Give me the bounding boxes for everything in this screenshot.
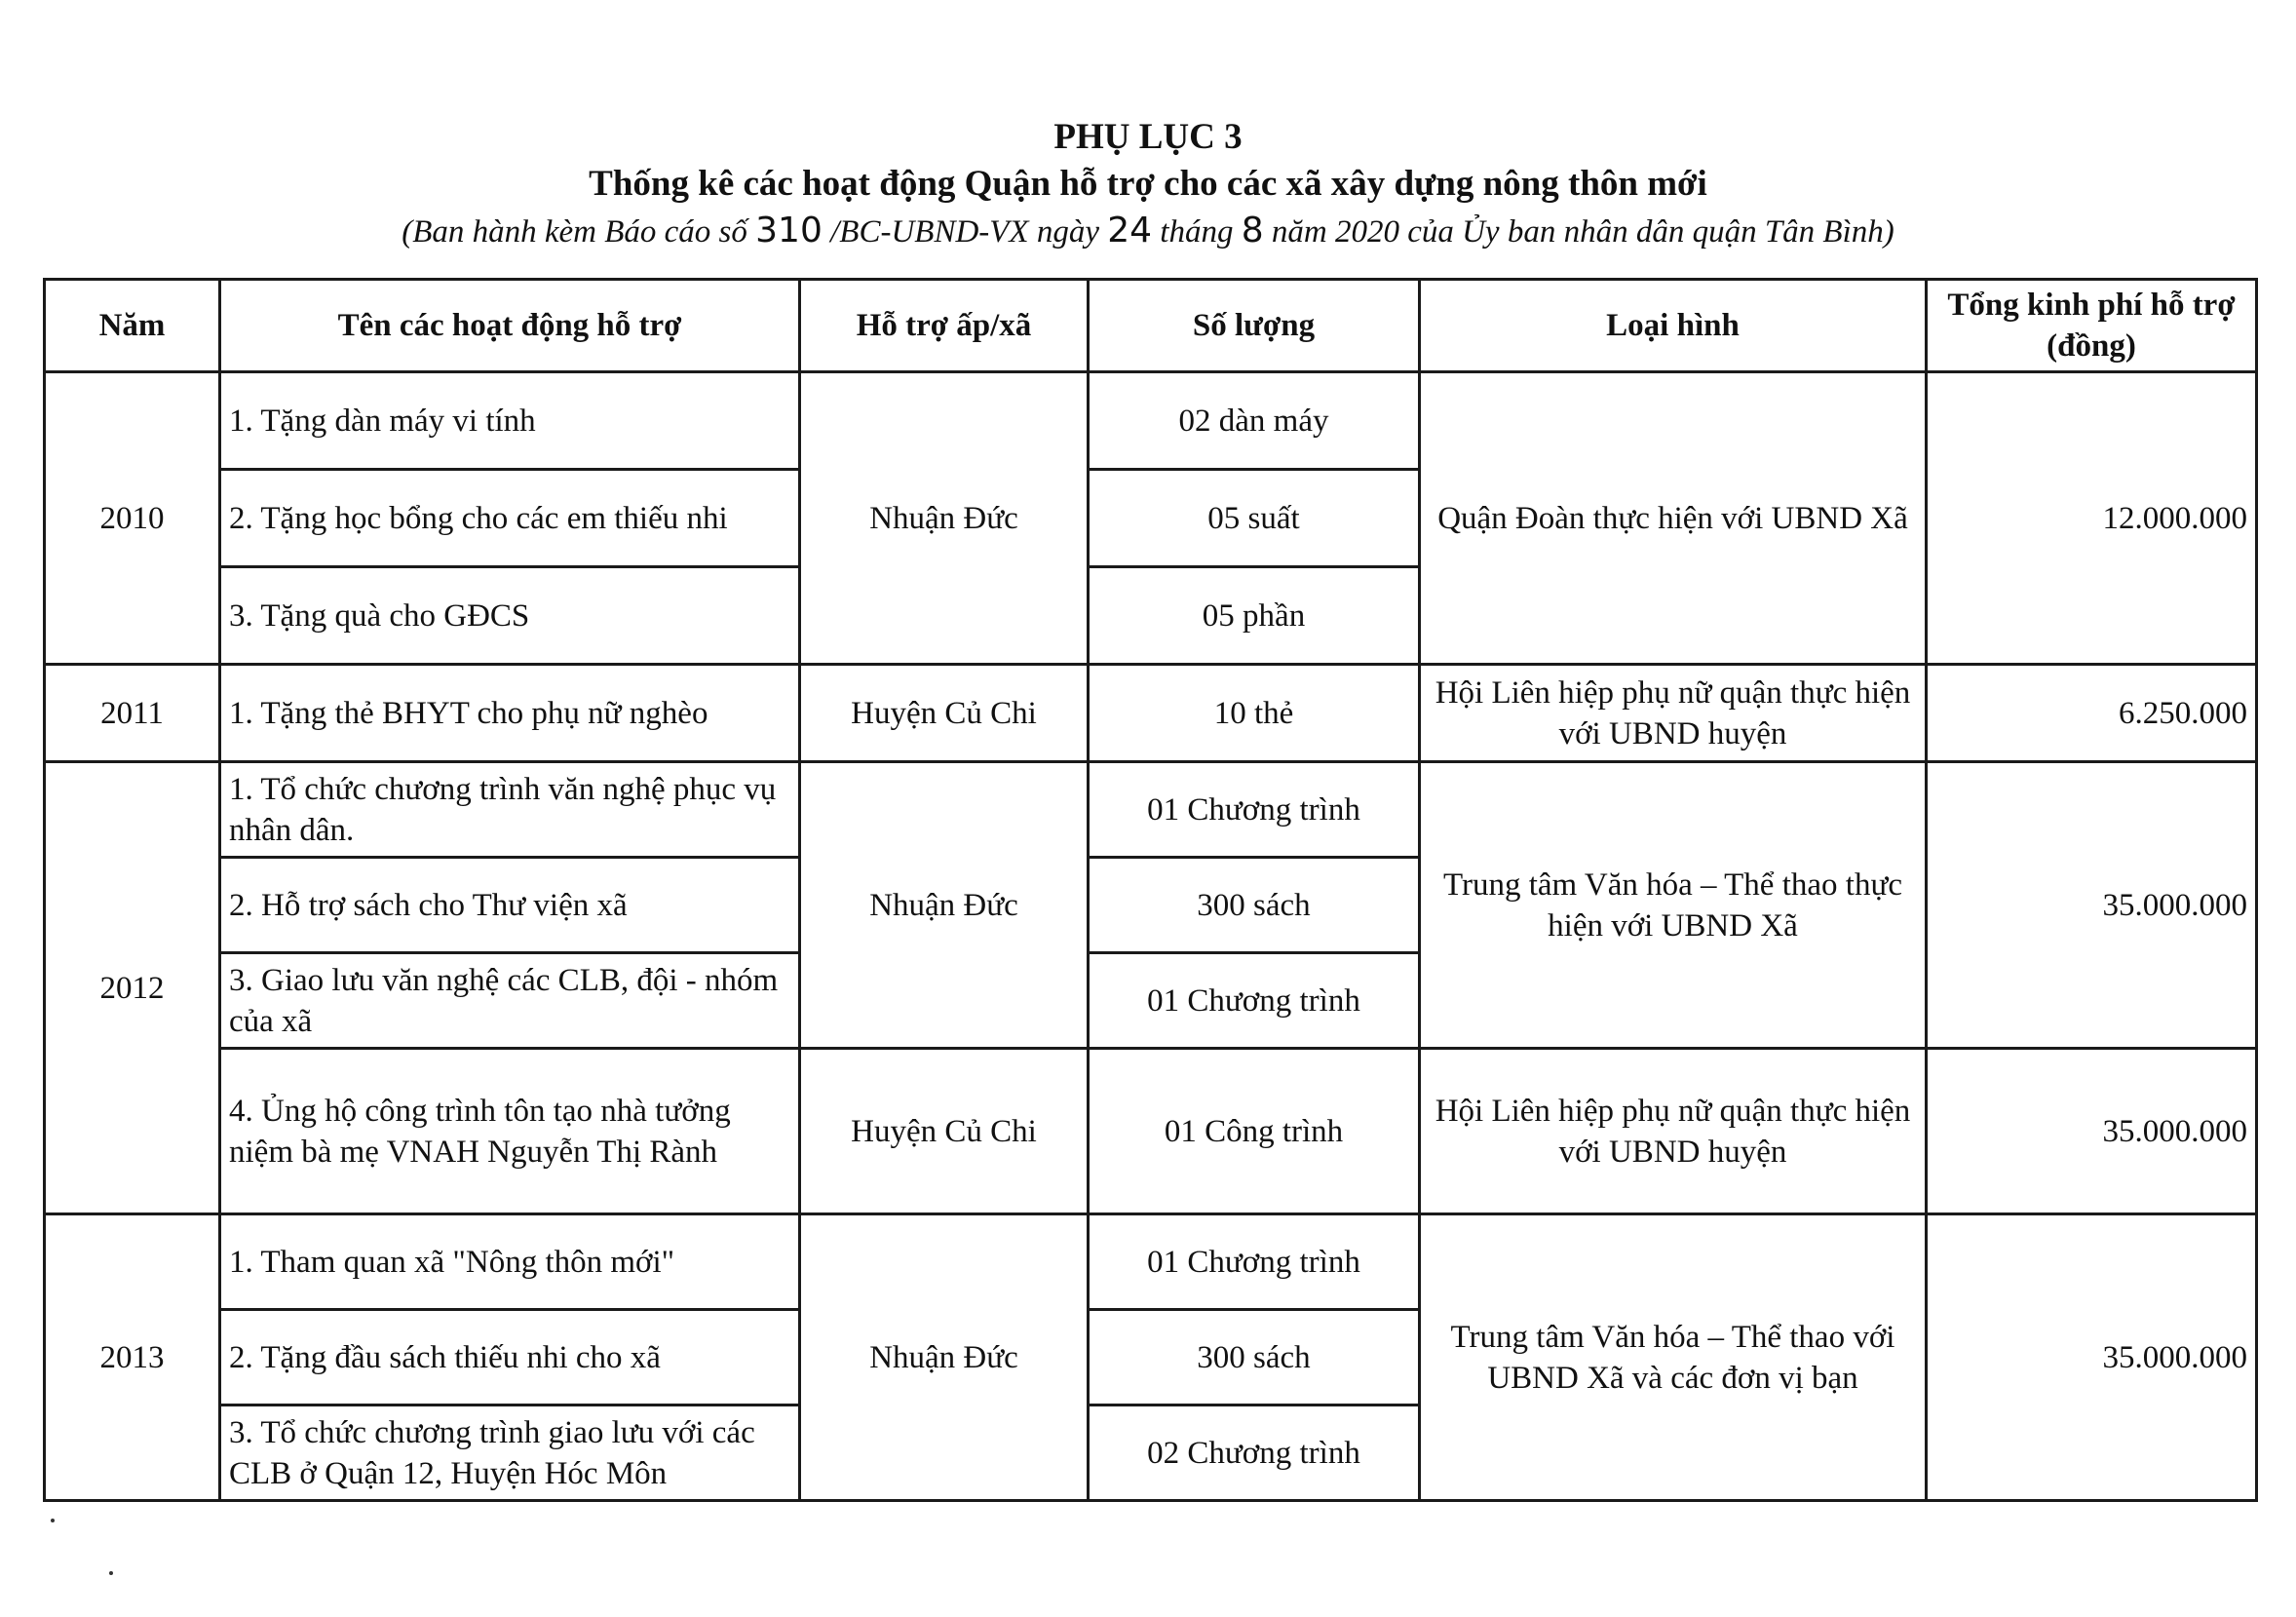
header-activity: Tên các hoạt động hỗ trợ [220, 280, 800, 372]
location-cell: Huyện Củ Chi [800, 665, 1089, 762]
page-title: PHỤ LỤC 3 [1053, 117, 1243, 157]
activity-cell: 1. Tham quan xã "Nông thôn mới" [220, 1214, 800, 1310]
quantity-cell: 300 sách [1089, 1310, 1420, 1405]
year-cell: 2010 [45, 372, 220, 665]
year-cell: 2011 [45, 665, 220, 762]
table-row [45, 1214, 2257, 1310]
type-cell: Hội Liên hiệp phụ nữ quận thực hiện với UBND huyện [1420, 665, 1927, 762]
issuance-note [0, 209, 2296, 254]
header-type: Loại hình [1420, 280, 1927, 372]
note-middle: /BC-UBND-VX ngày [830, 214, 1099, 250]
type-cell: Trung tâm Văn hóa – Thể thao thực hiện với UBND Xã [1420, 762, 1927, 1049]
scan-speck [109, 1571, 113, 1575]
year-cell: 2013 [45, 1214, 220, 1501]
support-activities-table [43, 278, 2258, 1502]
activity-cell: 4. Ủng hộ công trình tôn tạo nhà tưởng niệm bà mẹ VNAH Nguyễn Thị Rành [220, 1049, 800, 1214]
header-location: Hỗ trợ ấp/xã [800, 280, 1089, 372]
activity-cell: 1. Tặng dàn máy vi tính [220, 372, 800, 470]
location-cell: Nhuận Đức [800, 372, 1089, 665]
quantity-cell: 10 thẻ [1089, 665, 1420, 762]
note-suffix: năm 2020 của Ủy ban nhân dân quận Tân Bình) [1271, 214, 1894, 250]
header-year: Năm [45, 280, 220, 372]
location-cell: Huyện Củ Chi [800, 1049, 1089, 1214]
report-day: 24 [1107, 211, 1153, 250]
type-cell: Quận Đoàn thực hiện với UBND Xã [1420, 372, 1927, 665]
report-number: 310 [755, 211, 823, 250]
activity-cell: 2. Tặng học bổng cho các em thiếu nhi [220, 470, 800, 567]
quantity-cell: 05 phần [1089, 567, 1420, 665]
activity-cell: 3. Giao lưu văn nghệ các CLB, đội - nhóm của xã [220, 953, 800, 1049]
table-header-row [45, 280, 2257, 372]
header-cost: Tổng kinh phí hỗ trợ (đồng) [1927, 280, 2257, 372]
note-prefix: (Ban hành kèm Báo cáo số [402, 214, 747, 250]
note-month-label: tháng [1160, 214, 1234, 250]
activity-cell: 1. Tổ chức chương trình văn nghệ phục vụ nhân dân. [220, 762, 800, 858]
scan-speck [51, 1519, 55, 1522]
location-cell: Nhuận Đức [800, 762, 1089, 1049]
quantity-cell: 01 Chương trình [1089, 953, 1420, 1049]
quantity-cell: 300 sách [1089, 858, 1420, 953]
activity-cell: 1. Tặng thẻ BHYT cho phụ nữ nghèo [220, 665, 800, 762]
quantity-cell: 01 Chương trình [1089, 762, 1420, 858]
activity-cell: 3. Tổ chức chương trình giao lưu với các CLB ở Quận 12, Huyện Hóc Môn [220, 1405, 800, 1501]
table-row [45, 762, 2257, 858]
table-row [45, 1049, 2257, 1214]
table-row [45, 665, 2257, 762]
cost-cell: 12.000.000 [1927, 372, 2257, 665]
header-quantity: Số lượng [1089, 280, 1420, 372]
activity-cell: 3. Tặng quà cho GĐCS [220, 567, 800, 665]
page-header [0, 115, 2296, 254]
location-cell: Nhuận Đức [800, 1214, 1089, 1501]
table-row [45, 372, 2257, 470]
activity-cell: 2. Hỗ trợ sách cho Thư viện xã [220, 858, 800, 953]
year-cell: 2012 [45, 762, 220, 1214]
cost-cell: 6.250.000 [1927, 665, 2257, 762]
quantity-cell: 02 Chương trình [1089, 1405, 1420, 1501]
activity-cell: 2. Tặng đầu sách thiếu nhi cho xã [220, 1310, 800, 1405]
page-subtitle: Thống kê các hoạt động Quận hỗ trợ cho các xã xây dựng nông thôn mới [589, 164, 1707, 204]
cost-cell: 35.000.000 [1927, 1214, 2257, 1501]
cost-cell: 35.000.000 [1927, 762, 2257, 1049]
quantity-cell: 05 suất [1089, 470, 1420, 567]
type-cell: Hội Liên hiệp phụ nữ quận thực hiện với UBND huyện [1420, 1049, 1927, 1214]
quantity-cell: 01 Công trình [1089, 1049, 1420, 1214]
quantity-cell: 02 dàn máy [1089, 372, 1420, 470]
type-cell: Trung tâm Văn hóa – Thể thao với UBND Xã và các đơn vị bạn [1420, 1214, 1927, 1501]
report-month: 8 [1241, 211, 1264, 250]
cost-cell: 35.000.000 [1927, 1049, 2257, 1214]
quantity-cell: 01 Chương trình [1089, 1214, 1420, 1310]
